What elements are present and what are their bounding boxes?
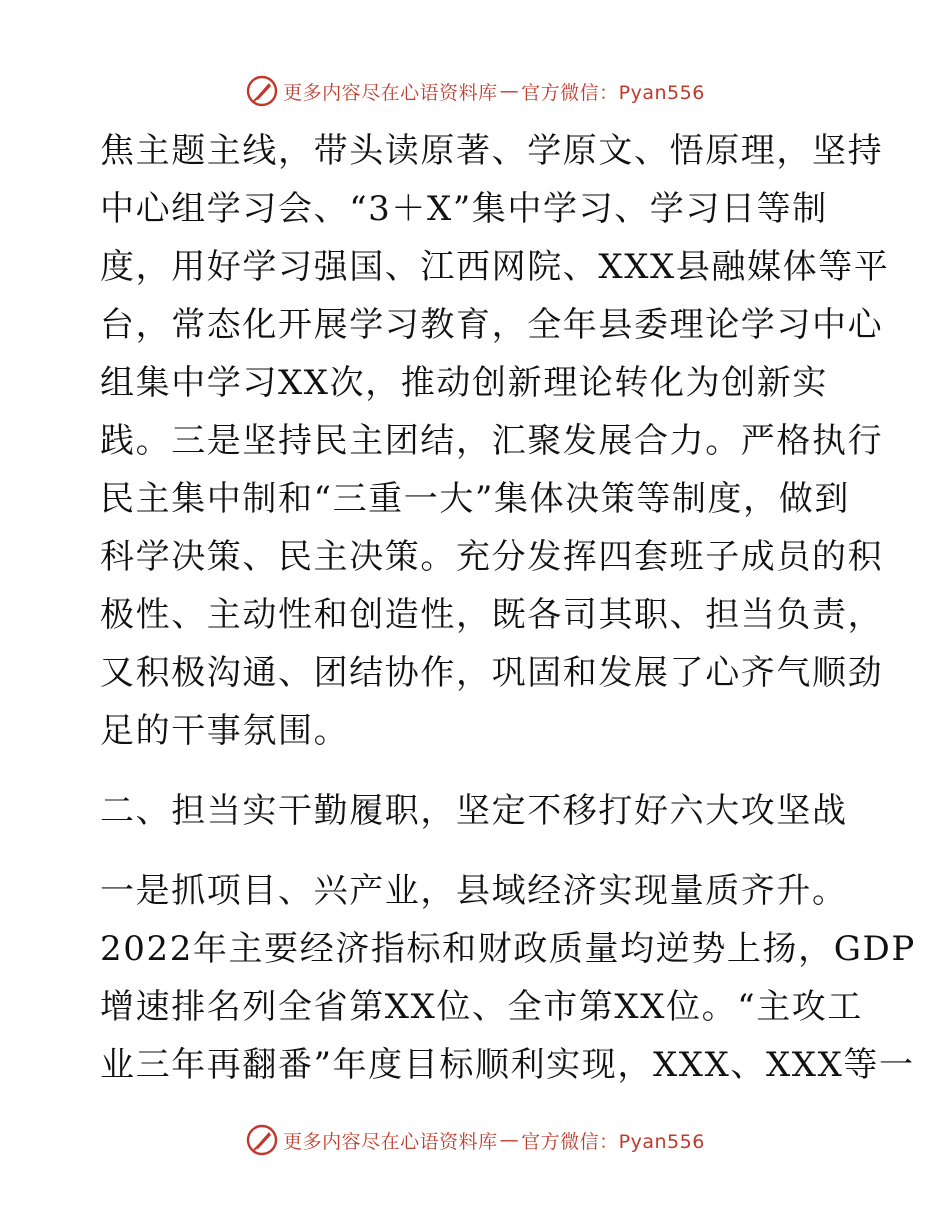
text-line: 度，用好学习强国、江西网院、XXX县融媒体等平: [100, 247, 890, 287]
footer-watermark: [0, 1120, 950, 1160]
text-line: 足的干事氛围。: [100, 711, 350, 751]
paragraph-2: [100, 862, 916, 1094]
paragraph-1: [100, 122, 890, 760]
document-body: [100, 122, 916, 1094]
feather-pen-logo-icon: [245, 1123, 279, 1157]
text-line: 极性、主动性和创造性，既各司其职、担当负责，: [100, 595, 884, 635]
watermark-wechat: 官方微信：Pyan556: [521, 81, 705, 104]
text-line: 民主集中制和“三重一大”集体决策等制度，做到: [100, 479, 850, 519]
text-line: 2022年主要经济指标和财政质量均逆势上扬，GDP: [100, 929, 916, 969]
text-line: 业三年再翻番”年度目标顺利实现，XXX、XXX等一: [100, 1045, 915, 1085]
watermark-separator: —: [499, 1129, 520, 1151]
section-heading: [100, 782, 860, 840]
heading-line: 二、担当实干勤履职，坚定不移打好六大攻坚战: [100, 791, 848, 831]
text-line: 又积极沟通、团结协作，巩固和发展了心齐气顺劲: [100, 653, 884, 693]
text-line: 焦主题主线，带头读原著、学原文、悟原理，坚持: [100, 131, 884, 171]
watermark-wechat: 官方微信：Pyan556: [521, 1130, 705, 1153]
text-line: 一是抓项目、兴产业，县域经济实现量质齐升。: [100, 871, 848, 911]
text-line: 台，常态化开展学习教育，全年县委理论学习中心: [100, 305, 884, 345]
watermark-text: 更多内容尽在心语资料库: [283, 81, 498, 104]
text-line: 组集中学习XX次，推动创新理论转化为创新实: [100, 363, 829, 403]
text-line: 践。三是坚持民主团结，汇聚发展合力。严格执行: [100, 421, 884, 461]
text-line: 增速排名列全省第XX位、全市第XX位。“主攻工: [100, 987, 864, 1027]
text-line: 科学决策、民主决策。充分发挥四套班子成员的积: [100, 537, 884, 577]
header-watermark: [0, 71, 950, 111]
feather-pen-logo-icon: [245, 74, 279, 108]
watermark-text: 更多内容尽在心语资料库: [283, 1130, 498, 1153]
text-line: 中心组学习会、“3＋X”集中学习、学习日等制: [100, 189, 828, 229]
watermark-separator: —: [499, 80, 520, 102]
